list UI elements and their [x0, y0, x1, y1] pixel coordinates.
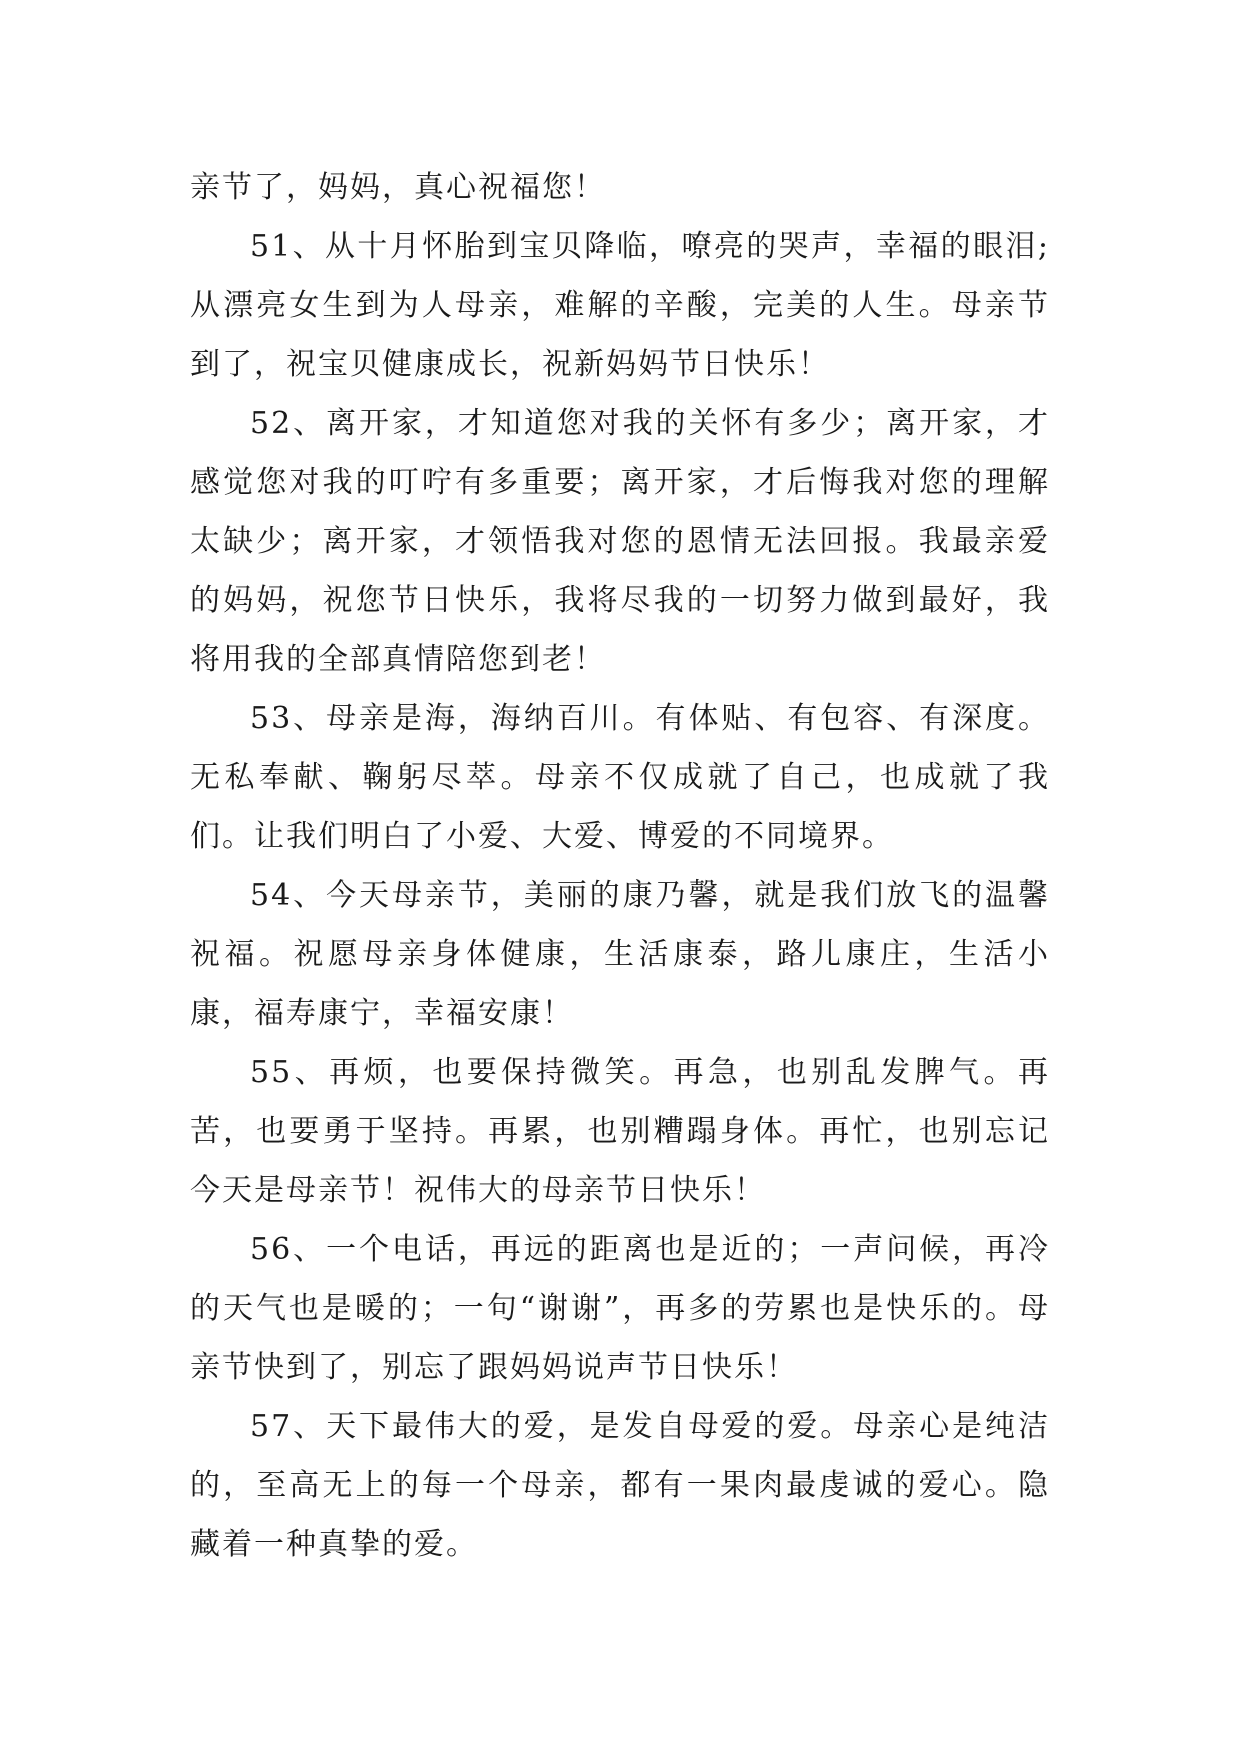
- paragraph-51: 51、从十月怀胎到宝贝降临，嘹亮的哭声，幸福的眼泪;从漂亮女生到为人母亲，难解的辛酸，完美的人生。母亲节到了，祝宝贝健康成长，祝新妈妈节日快乐！: [190, 229, 1050, 382]
- paragraph-57: 57、天下最伟大的爱，是发自母爱的爱。母亲心是纯洁的，至高无上的每一个母亲，都有一果肉最虔诚的爱心。隐藏着一种真挚的爱。: [190, 1409, 1050, 1562]
- paragraph-55: 55、再烦，也要保持微笑。再急，也别乱发脾气。再苦，也要勇于坚持。再累，也别糟蹋身体。再忙，也别忘记今天是母亲节！祝伟大的母亲节日快乐！: [190, 1055, 1050, 1208]
- paragraph-54: 54、今天母亲节，美丽的康乃馨，就是我们放飞的温馨祝福。祝愿母亲身体健康，生活康泰，路儿康庄，生活小康，福寿康宁，幸福安康！: [190, 878, 1050, 1031]
- paragraph-53: 53、母亲是海，海纳百川。有体贴、有包容、有深度。无私奉献、鞠躬尽萃。母亲不仅成就了自己，也成就了我们。让我们明白了小爱、大爱、博爱的不同境界。: [190, 701, 1050, 854]
- document-body: [190, 158, 1050, 1574]
- paragraph-52: 52、离开家，才知道您对我的关怀有多少；离开家，才感觉您对我的叮咛有多重要；离开家，才后悔我对您的理解太缺少；离开家，才领悟我对您的恩情无法回报。我最亲爱的妈妈，祝您节日快乐，我将尽我的一切努力做到最好，我将用我的全部真情陪您到老！: [190, 406, 1050, 677]
- paragraph-56: 56、一个电话，再远的距离也是近的；一声问候，再冷的天气也是暖的；一句“谢谢”，再多的劳累也是快乐的。母亲节快到了，别忘了跟妈妈说声节日快乐！: [190, 1232, 1050, 1385]
- paragraph-continuation: 亲节了，妈妈，真心祝福您！: [190, 170, 606, 205]
